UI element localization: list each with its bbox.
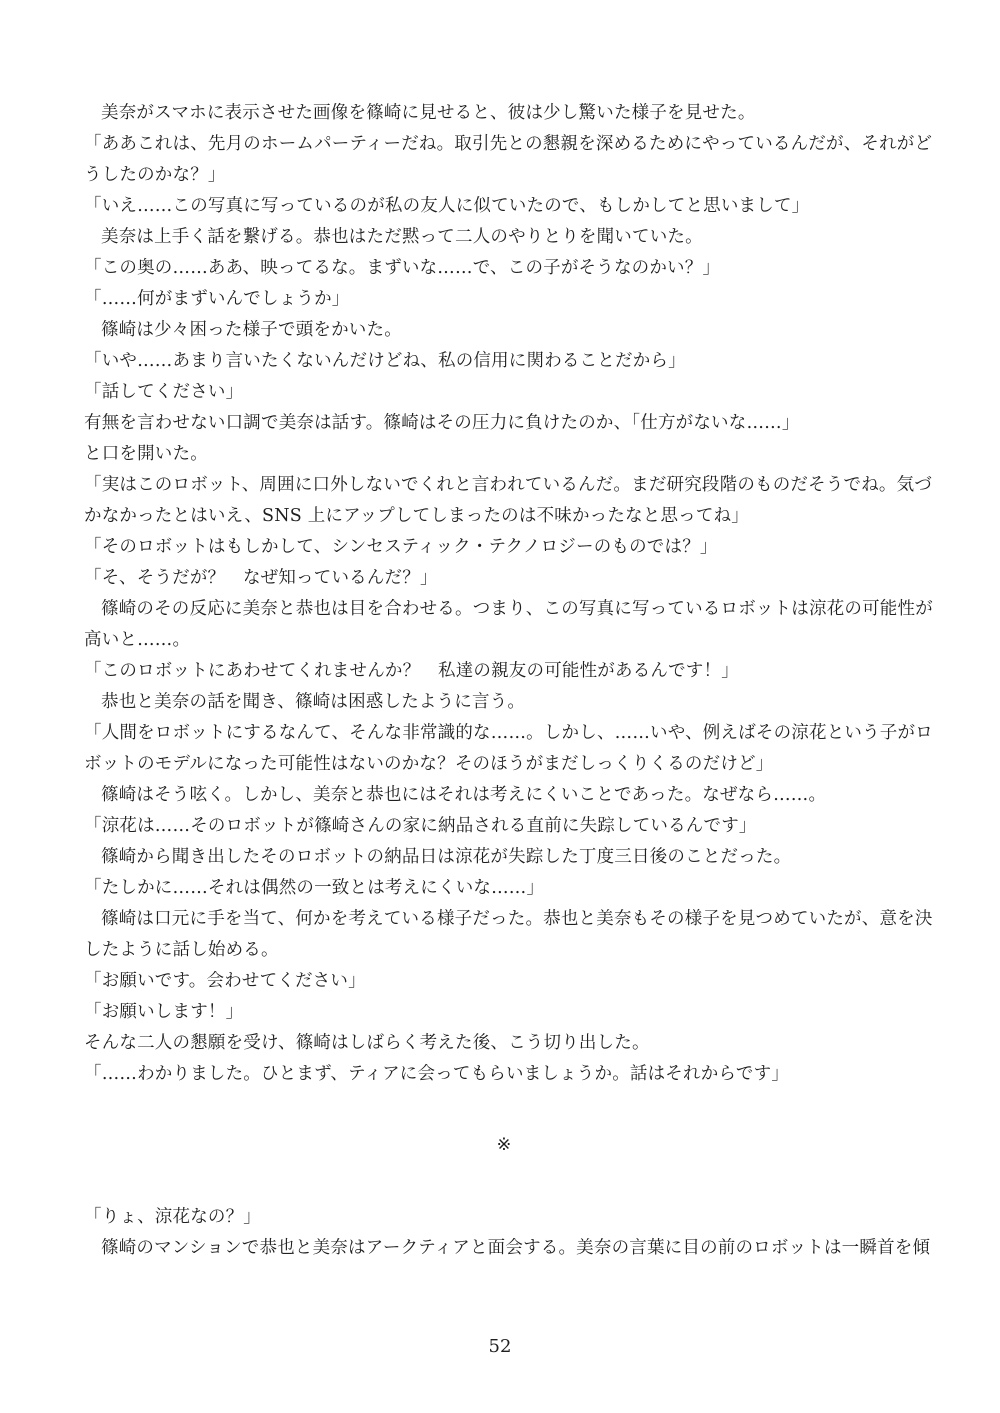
text-line: 美奈は上手く話を繋げる。恭也はただ黙って二人のやりとりを聞いていた。 — [101, 227, 703, 247]
text-line: 「たしかに……それは偶然の一致とは考えにくいな……」 — [84, 878, 545, 898]
text-line: 「いや……あまり言いたくないんだけどね、私の信用に関わることだから」 — [84, 351, 686, 371]
text-line: 篠崎のその反応に美奈と恭也は目を合わせる。つまり、この写真に写っているロボットは涼花の可能性が — [101, 599, 933, 619]
text-line: したように話し始める。 — [84, 940, 279, 960]
text-line: 篠崎は口元に手を当て、何かを考えている様子だった。恭也と美奈もその様子を見つめていたが、意を決 — [101, 909, 933, 929]
text-line: 「実はこのロボット、周囲に口外しないでくれと言われているんだ。まだ研究段階のものだそうでね。気づ — [84, 475, 933, 495]
text-line: 「そのロボットはもしかして、シンセスティック・テクノロジーのものでは？」 — [84, 537, 718, 557]
page-number: 52 — [488, 1336, 512, 1357]
text-line: 篠崎は少々困った様子で頭をかいた。 — [101, 320, 402, 340]
text-line: 篠崎のマンションで恭也と美奈はアークティアと面会する。美奈の言葉に目の前のロボットは一瞬首を傾 — [101, 1238, 931, 1258]
text-line: 「涼花は……そのロボットが篠崎さんの家に納品される直前に失踪しているんです」 — [84, 816, 757, 836]
text-line: かなかったとはいえ、SNS 上にアップしてしまったのは不味かったなと思ってね」 — [84, 506, 749, 526]
text-line: 有無を言わせない口調で美奈は話す。篠崎はその圧力に負けたのか、「仕方がないな……」 — [84, 413, 800, 433]
text-line: 「いえ……この写真に写っているのが私の友人に似ていたので、もしかしてと思いまして」 — [84, 196, 810, 216]
text-line: と口を開いた。 — [84, 444, 208, 464]
text-line: うしたのかな？」 — [84, 165, 226, 185]
text-line: そんな二人の懇願を受け、篠崎はしばらく考えた後、こう切り出した。 — [84, 1033, 650, 1053]
body-text — [84, 98, 933, 1264]
text-line: 「このロボットにあわせてくれませんか？ 私達の親友の可能性があるんです！」 — [84, 661, 739, 681]
text-line: 「この奥の……ああ、映ってるな。まずいな……で、この子がそうなのかい？」 — [84, 258, 721, 278]
text-line: 「ああこれは、先月のホームパーティーだね。取引先との懇親を深めるためにやっているんだが、それがど — [84, 134, 933, 154]
text-line: 恭也と美奈の話を聞き、篠崎は困惑したように言う。 — [101, 692, 526, 712]
text-line: 「そ、そうだが？ なぜ知っているんだ？」 — [84, 568, 438, 588]
text-line: 高いと……。 — [84, 630, 191, 650]
text-line: 「人間をロボットにするなんて、そんな非常識的な……。しかし、……いや、例えばその涼花という子がロ — [84, 723, 933, 743]
text-line: 「……わかりました。ひとまず、ティアに会ってもらいましょうか。話はそれからです」 — [84, 1064, 790, 1084]
text-line: ボットのモデルになった可能性はないのかな？そのほうがまだしっくりくるのだけど」 — [84, 754, 774, 774]
text-line: 篠崎から聞き出したそのロボットの納品日は涼花が失踪した丁度三日後のことだった。 — [101, 847, 792, 867]
scene-separator: ※ — [496, 1135, 512, 1155]
text-line: 「話してください」 — [84, 382, 244, 402]
text-line: 美奈がスマホに表示させた画像を篠崎に見せると、彼は少し驚いた様子を見せた。 — [101, 103, 756, 123]
text-line: 「りょ、涼花なの？」 — [84, 1207, 261, 1227]
text-line: 「お願いします！」 — [84, 1002, 244, 1022]
text-line: 「お願いです。会わせてください」 — [84, 971, 366, 991]
text-line: 「……何がまずいんでしょうか」 — [84, 289, 350, 309]
text-line: 篠崎はそう呟く。しかし、美奈と恭也にはそれは考えにくいことであった。なぜなら……。 — [101, 785, 827, 805]
